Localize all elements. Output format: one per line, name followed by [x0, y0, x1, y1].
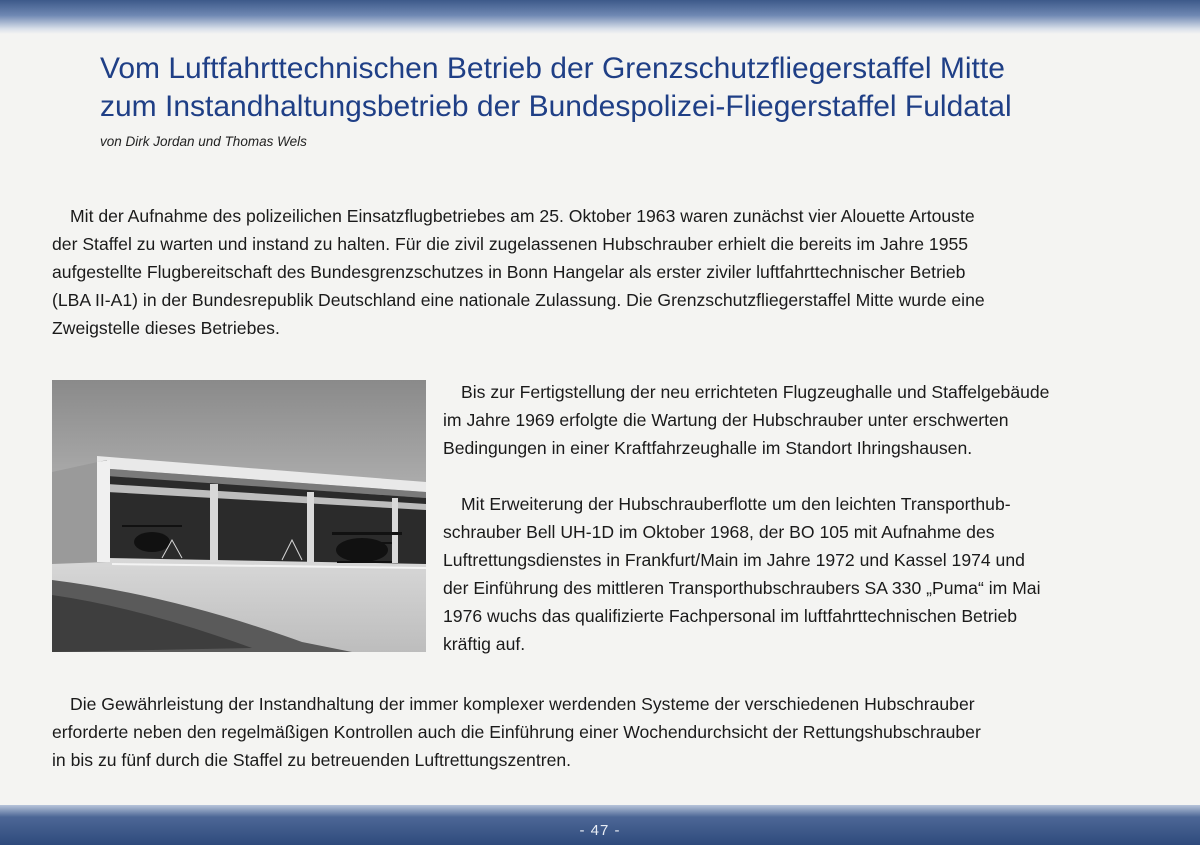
text-line: Bedingungen in einer Kraftfahrzeughalle im Standort Ihringshausen.: [443, 438, 973, 458]
text-line: 1976 wuchs das qualifizierte Fachpersonal im luftfahrttechnischen Betrieb: [443, 606, 1018, 626]
text-line: der Einführung des mittleren Transporthubschraubers SA 330 „Puma“ im Mai: [443, 578, 1041, 598]
title-line-2: zum Instandhaltungsbetrieb der Bundespolizei-Fliegerstaffel Fuldatal: [100, 90, 1012, 123]
top-decorative-band: [0, 0, 1200, 34]
text-line: im Jahre 1969 erfolgte die Wartung der Hubschrauber unter erschwerten: [443, 410, 1009, 430]
text-line: schrauber Bell UH-1D im Oktober 1968, der BO 105 mit Aufnahme des: [443, 522, 995, 542]
title-line-1: Vom Luftfahrttechnischen Betrieb der Grenzschutzfliegerstaffel Mitte: [100, 52, 1005, 85]
text-line: Mit Erweiterung der Hubschrauberflotte um den leichten Transporthub-: [461, 494, 1011, 514]
text-line: erforderte neben den regelmäßigen Kontrollen auch die Einführung einer Wochendurchsicht der Rettungshubschrauber: [52, 722, 981, 742]
author-byline: von Dirk Jordan und Thomas Wels: [100, 134, 307, 149]
paragraph-fleet: [443, 490, 1163, 658]
page-number: - 47 -: [579, 822, 621, 839]
paragraph-intro: [52, 202, 1162, 342]
text-line: Die Gewährleistung der Instandhaltung der immer komplexer werdenden Systeme der verschiedenen Hubschrauber: [70, 694, 975, 714]
text-line: der Staffel zu warten und instand zu halten. Für die zivil zugelassenen Hubschrauber erhielt die bereits im Jahre 1955: [52, 234, 969, 254]
text-line: aufgestellte Flugbereitschaft des Bundesgrenzschutzes in Bonn Hangelar als erster ziviler luftfahrttechnischer Betrieb: [52, 262, 966, 282]
article-title: [100, 50, 1160, 126]
text-line: in bis zu fünf durch die Staffel zu betreuenden Luftrettungszentren.: [52, 750, 572, 770]
paragraph-hangar: [443, 378, 1163, 462]
text-line: (LBA II-A1) in der Bundesrepublik Deutschland eine nationale Zulassung. Die Grenzschutzfliegerstaffel Mitte wurde eine: [52, 290, 985, 310]
hangar-photo: [52, 380, 426, 652]
text-line: kräftig auf.: [443, 634, 526, 654]
text-line: Bis zur Fertigstellung der neu errichteten Flugzeughalle und Staffelgebäude: [461, 382, 1050, 402]
text-line: Zweigstelle dieses Betriebes.: [52, 318, 280, 338]
paragraph-maintenance: [52, 690, 1162, 774]
text-line: Mit der Aufnahme des polizeilichen Einsatzflugbetriebes am 25. Oktober 1963 waren zunächst vier Alouette Artouste: [70, 206, 975, 226]
text-line: Luftrettungsdienstes in Frankfurt/Main im Jahre 1972 und Kassel 1974 und: [443, 550, 1025, 570]
